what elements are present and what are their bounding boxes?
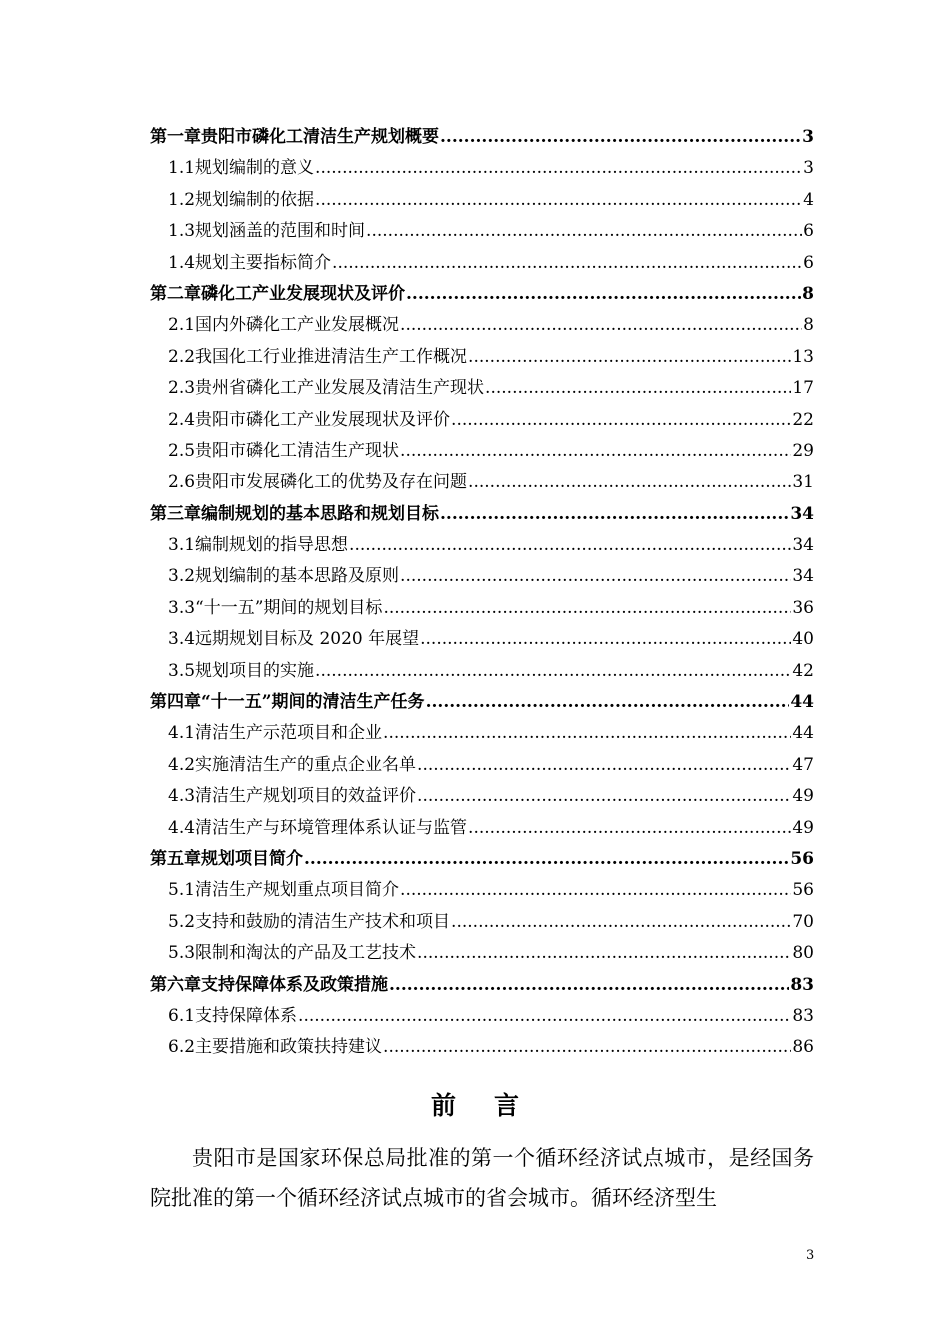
toc-entry-number: 3.4 <box>168 629 196 650</box>
toc-dot-leader <box>417 750 791 781</box>
toc-entry-page: 13 <box>792 346 814 367</box>
section-heading: 前言 <box>430 1091 557 1120</box>
toc-dot-leader <box>383 718 791 749</box>
toc-dot-leader <box>468 813 791 844</box>
toc-dot-leader <box>417 781 791 812</box>
toc-entry-number: 1.4 <box>168 252 196 273</box>
toc-section-row[interactable] <box>150 436 814 467</box>
toc-entry-page: 34 <box>792 566 814 587</box>
toc-entry-title: 编制规划的指导思想 <box>195 535 349 556</box>
toc-entry-title: 支持保障体系 <box>195 1005 298 1026</box>
toc-section-row[interactable] <box>150 248 814 279</box>
toc-entry-number: 第三章 <box>150 503 201 524</box>
toc-entry-title: 限制和淘汰的产品及工艺技术 <box>195 943 417 964</box>
toc-entry-page: 31 <box>792 472 814 493</box>
table-of-contents <box>150 122 814 1064</box>
toc-dot-leader <box>315 185 802 216</box>
toc-entry-number: 2.1 <box>168 315 196 336</box>
toc-entry-page: 56 <box>792 880 814 901</box>
toc-dot-leader <box>400 436 791 467</box>
toc-entry-title: 贵阳市发展磷化工的优势及存在问题 <box>195 472 468 493</box>
toc-entry-number: 4.2 <box>168 754 196 775</box>
toc-section-row[interactable] <box>150 781 814 812</box>
toc-entry-number: 第二章 <box>150 283 201 304</box>
toc-section-row[interactable] <box>150 467 814 498</box>
toc-section-row[interactable] <box>150 185 814 216</box>
toc-entry-page: 42 <box>792 660 814 681</box>
toc-entry-number: 5.2 <box>168 911 196 932</box>
toc-entry-page: 86 <box>792 1037 814 1058</box>
toc-entry-title: 我国化工行业推进清洁生产工作概况 <box>195 346 468 367</box>
toc-entry-page: 49 <box>792 817 814 838</box>
toc-entry-number: 2.5 <box>168 440 196 461</box>
toc-chapter-row[interactable] <box>150 279 814 310</box>
toc-dot-leader <box>468 467 791 498</box>
toc-entry-number: 1.3 <box>168 221 196 242</box>
toc-entry-title: 规划编制的意义 <box>195 158 315 179</box>
toc-entry-page: 36 <box>792 597 814 618</box>
toc-section-row[interactable] <box>150 153 814 184</box>
toc-entry-number: 3.5 <box>168 660 196 681</box>
toc-entry-page: 70 <box>792 911 814 932</box>
toc-entry-title: 实施清洁生产的重点企业名单 <box>195 754 417 775</box>
toc-entry-number: 3.3 <box>168 597 196 618</box>
toc-entry-number: 1.1 <box>168 158 196 179</box>
toc-entry-title: 远期规划目标及 2020 年展望 <box>195 629 420 650</box>
toc-entry-number: 4.4 <box>168 817 196 838</box>
toc-section-row[interactable] <box>150 530 814 561</box>
toc-section-row[interactable] <box>150 373 814 404</box>
toc-entry-title: 清洁生产规划项目的效益评价 <box>195 786 417 807</box>
toc-dot-leader <box>383 593 791 624</box>
toc-section-row[interactable] <box>150 718 814 749</box>
toc-section-row[interactable] <box>150 342 814 373</box>
toc-entry-number: 3.2 <box>168 566 196 587</box>
toc-section-row[interactable] <box>150 624 814 655</box>
toc-entry-page: 49 <box>792 786 814 807</box>
toc-entry-title: 贵州省磷化工产业发展及清洁生产现状 <box>195 378 485 399</box>
toc-entry-number: 第一章 <box>150 127 201 147</box>
toc-entry-page: 6 <box>803 252 814 273</box>
toc-entry-number: 4.3 <box>168 786 196 807</box>
toc-entry-title: 规划涵盖的范围和时间 <box>195 221 366 242</box>
body-paragraph: 贵阳市是国家环保总局批准的第一个循环经济试点城市，是经国务院批准的第一个循环经济试点城市的省会城市。循环经济型生 <box>150 1146 814 1210</box>
toc-chapter-row[interactable] <box>150 970 814 1001</box>
toc-dot-leader <box>400 561 791 592</box>
page-number: 3 <box>806 1248 815 1263</box>
toc-entry-number: 第六章 <box>150 974 201 995</box>
toc-entry-page: 3 <box>802 127 814 147</box>
toc-entry-page: 8 <box>803 315 814 336</box>
toc-entry-number: 3.1 <box>168 535 196 556</box>
toc-entry-number: 第四章 <box>150 692 201 713</box>
toc-entry-page: 47 <box>792 754 814 775</box>
toc-dot-leader <box>420 624 791 655</box>
toc-entry-page: 22 <box>792 409 814 430</box>
toc-dot-leader <box>440 122 801 153</box>
toc-entry-title: 磷化工产业发展现状及评价 <box>201 283 405 304</box>
toc-dot-leader <box>417 938 791 969</box>
toc-entry-title: 规划项目简介 <box>201 848 303 869</box>
toc-entry-number: 6.2 <box>168 1037 196 1058</box>
toc-dot-leader <box>349 530 791 561</box>
toc-section-row[interactable] <box>150 907 814 938</box>
toc-dot-leader <box>426 687 790 718</box>
toc-dot-leader <box>315 153 802 184</box>
toc-section-row[interactable] <box>150 405 814 436</box>
toc-entry-title: 规划主要指标简介 <box>195 252 332 273</box>
toc-section-row[interactable] <box>150 593 814 624</box>
toc-entry-number: 第五章 <box>150 848 201 869</box>
toc-entry-title: 清洁生产示范项目和企业 <box>195 723 383 744</box>
toc-dot-leader <box>406 279 801 310</box>
toc-section-row[interactable] <box>150 1001 814 1032</box>
toc-entry-page: 83 <box>790 974 814 995</box>
toc-entry-title: 编制规划的基本思路和规划目标 <box>201 503 439 524</box>
toc-chapter-row[interactable] <box>150 844 814 875</box>
toc-dot-leader <box>400 310 802 341</box>
toc-entry-title: 规划项目的实施 <box>195 660 315 681</box>
toc-entry-number: 2.2 <box>168 346 196 367</box>
toc-dot-leader <box>468 342 791 373</box>
toc-dot-leader <box>389 970 789 1001</box>
toc-entry-title: 国内外磷化工产业发展概况 <box>195 315 400 336</box>
toc-dot-leader <box>298 1001 791 1032</box>
toc-entry-title: 支持保障体系及政策措施 <box>201 974 388 995</box>
toc-section-row[interactable] <box>150 216 814 247</box>
toc-entry-page: 83 <box>792 1005 814 1026</box>
toc-section-row[interactable] <box>150 875 814 906</box>
toc-entry-page: 34 <box>792 535 814 556</box>
toc-entry-page: 40 <box>792 629 814 650</box>
toc-entry-number: 6.1 <box>168 1005 196 1026</box>
toc-dot-leader <box>451 907 791 938</box>
toc-entry-title: 主要措施和政策扶持建议 <box>195 1037 383 1058</box>
toc-entry-title: 清洁生产与环境管理体系认证与监管 <box>195 817 468 838</box>
toc-entry-number: 2.3 <box>168 378 196 399</box>
toc-entry-title: 贵阳市磷化工清洁生产规划概要 <box>201 127 439 147</box>
toc-entry-number: 1.2 <box>168 189 196 210</box>
toc-entry-page: 29 <box>792 440 814 461</box>
toc-section-row[interactable] <box>150 750 814 781</box>
toc-section-row[interactable] <box>150 938 814 969</box>
toc-entry-title: 规划编制的依据 <box>195 189 315 210</box>
toc-entry-page: 4 <box>803 189 814 210</box>
toc-entry-number: 4.1 <box>168 723 196 744</box>
toc-entry-title: 贵阳市磷化工产业发展现状及评价 <box>195 409 451 430</box>
toc-entry-title: 清洁生产规划重点项目简介 <box>195 880 400 901</box>
toc-dot-leader <box>315 656 791 687</box>
toc-chapter-row[interactable] <box>150 687 814 718</box>
toc-entry-number: 5.3 <box>168 943 196 964</box>
toc-entry-page: 6 <box>803 221 814 242</box>
toc-chapter-row[interactable] <box>150 122 814 153</box>
toc-section-row[interactable] <box>150 310 814 341</box>
toc-entry-number: 2.6 <box>168 472 196 493</box>
toc-entry-number: 5.1 <box>168 880 196 901</box>
toc-dot-leader <box>383 1032 791 1063</box>
toc-entry-title: “十一五”期间的清洁生产任务 <box>201 692 425 713</box>
toc-dot-leader <box>366 216 802 247</box>
toc-entry-title: “十一五”期间的规划目标 <box>195 597 383 618</box>
toc-dot-leader <box>485 373 791 404</box>
toc-entry-title: 规划编制的基本思路及原则 <box>195 566 400 587</box>
toc-entry-title: 贵阳市磷化工清洁生产现状 <box>195 440 400 461</box>
toc-dot-leader <box>400 875 791 906</box>
toc-section-row[interactable] <box>150 656 814 687</box>
toc-entry-page: 3 <box>803 158 814 179</box>
toc-entry-title: 支持和鼓励的清洁生产技术和项目 <box>195 911 451 932</box>
toc-entry-page: 8 <box>802 283 814 304</box>
toc-dot-leader <box>451 405 791 436</box>
toc-entry-page: 44 <box>792 723 814 744</box>
toc-entry-number: 2.4 <box>168 409 196 430</box>
toc-dot-leader <box>332 248 802 279</box>
toc-dot-leader <box>440 499 789 530</box>
toc-chapter-row[interactable] <box>150 499 814 530</box>
toc-section-row[interactable] <box>150 813 814 844</box>
toc-entry-page: 34 <box>790 503 814 524</box>
toc-entry-page: 44 <box>790 692 814 713</box>
toc-entry-page: 17 <box>792 378 814 399</box>
toc-section-row[interactable] <box>150 561 814 592</box>
toc-section-row[interactable] <box>150 1032 814 1063</box>
toc-dot-leader <box>304 844 789 875</box>
toc-entry-page: 56 <box>790 848 814 869</box>
toc-entry-page: 80 <box>792 943 814 964</box>
